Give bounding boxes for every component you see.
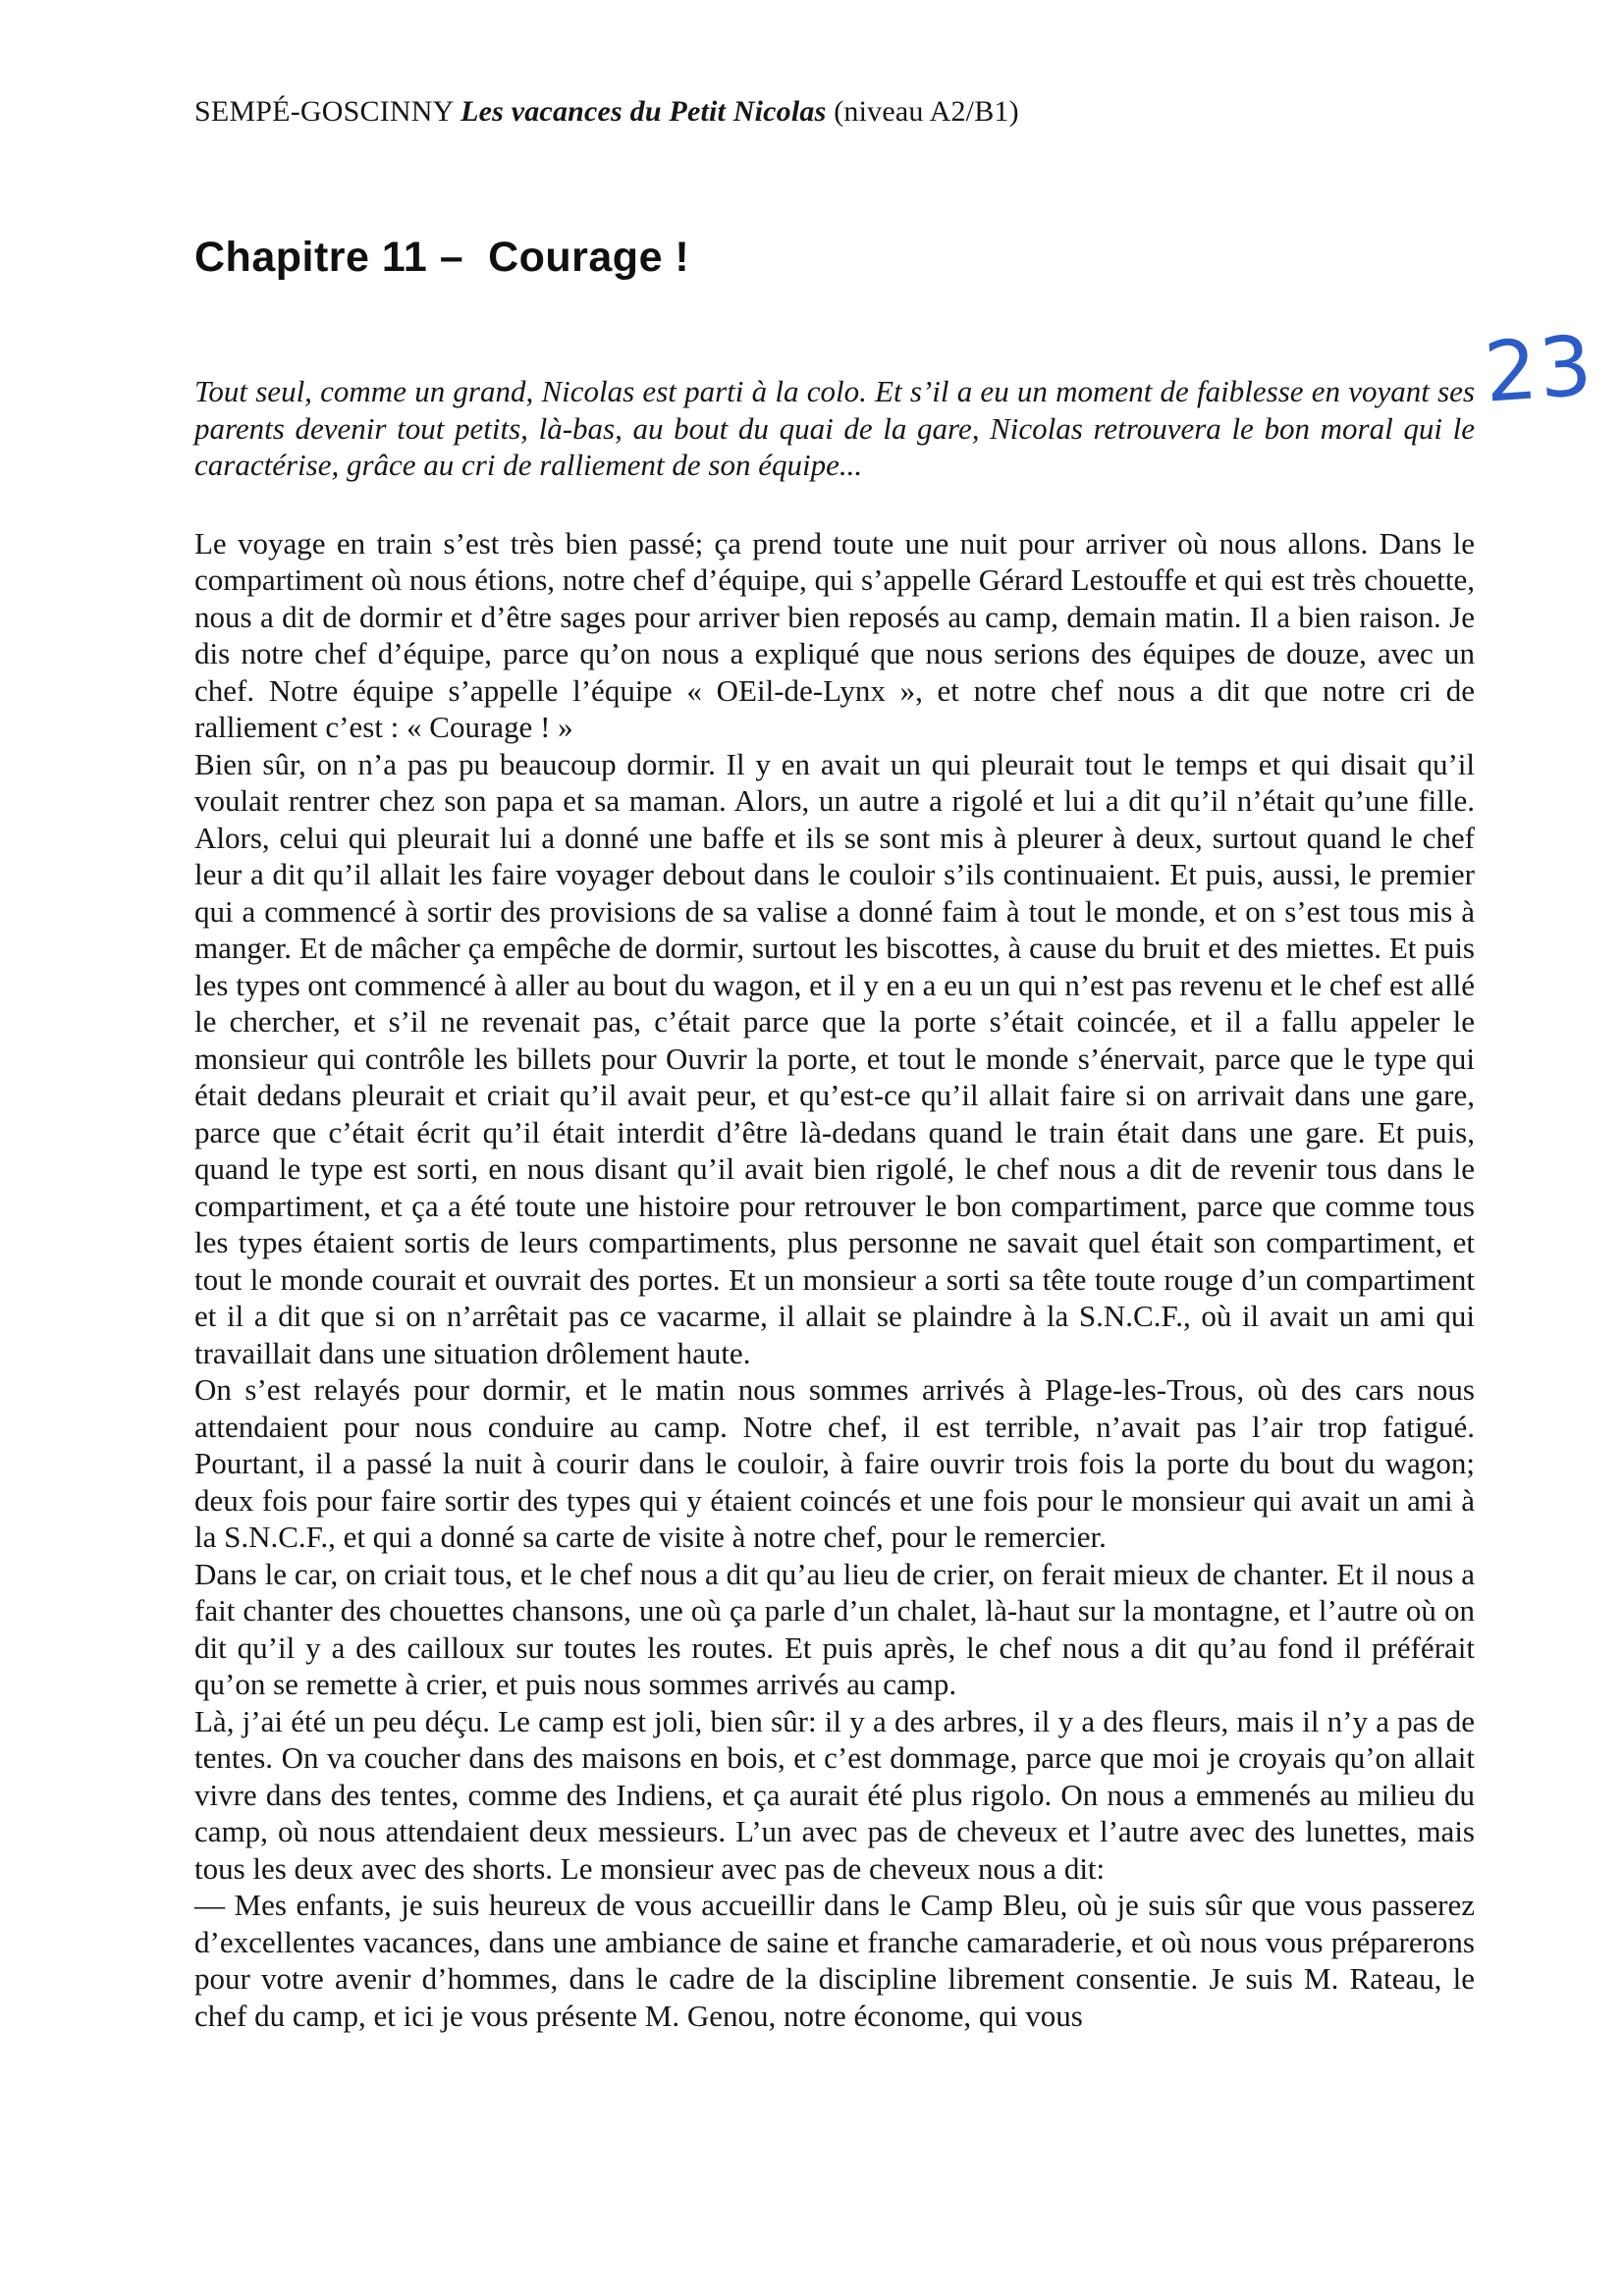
paragraph: Là, j’ai été un peu déçu. Le camp est joli, bien sûr: il y a des arbres, il y a des fleurs, mais il n’y a pas de tentes. On va coucher dans des maisons en bois, et c’est dommage, parce que moi je croyais qu’on allait vivre dans des tentes, comme des Indiens, et ça aurait été plus rigolo. On nous a emmenés au milieu du camp, où nous attendaient deux messieurs. L’un avec pas de cheveux et l’autre avec des lunettes, mais tous les deux avec des shorts. Le monsieur avec pas de cheveux nous a dit: xyxy=(194,1703,1475,1886)
chapter-title: Chapitre 11 – Courage ! xyxy=(194,234,690,281)
paragraph: — Mes enfants, je suis heureux de vous accueillir dans le Camp Bleu, où je suis sûr que vous passerez d’excellentes vacances, dans une ambiance de saine et franche camaraderie, et où nous vous préparerons pour votre avenir d’hommes, dans le cadre de la discipline librement consentie. Je suis M. Rateau, le chef du camp, et ici je vous présente M. Genou, notre économe, qui vous xyxy=(194,1888,1475,2033)
page-content xyxy=(194,94,1475,2034)
paragraph: Bien sûr, on n’a pas pu beaucoup dormir. Il y en avait un qui pleurait tout le temps et qui disait qu’il voulait rentrer chez son papa et sa maman. Alors, un autre a rigolé et lui a dit qu’il n’était qu’une fille. Alors, celui qui pleurait lui a donné une baffe et ils se sont mis à pleurer à deux, surtout quand le chef leur a dit qu’il allait les faire voyager debout dans le couloir s’ils continuaient. Et puis, aussi, le premier qui a commencé à sortir des provisions de sa valise a donné faim à tout le monde, et on s’est tous mis à manger. Et de mâcher ça empêche de dormir, surtout les biscottes, à cause du bruit et des miettes. Et puis les types ont commencé à aller au bout du wagon, et il y en a eu un qui n’est pas revenu et le chef est allé le chercher, et s’il ne revenait pas, c’était parce que la porte s’était coincée, et il a fallu appeler le monsieur qui contrôle les billets pour Ouvrir la porte, et tout le monde s’énervait, parce que le type qui était dedans pleurait et criait qu’il avait peur, et qu’est-ce qu’il allait faire si on arrivait dans une gare, parce que c’était écrit qu’il était interdit d’être là-dedans quand le train était dans une gare. Et puis, quand le type est sorti, en nous disant qu’il avait bien rigolé, le chef nous a dit de revenir tous dans le compartiment, et ça a été toute une histoire pour retrouver le bon compartiment, parce que comme tous les types étaient sortis de leurs compartiments, plus personne ne savait quel était son compartiment, et tout le monde courait et ouvrait des portes. Et un monsieur a sorti sa tête toute rouge d’un compartiment et il a dit que si on n’arrêtait pas ce vacarme, il allait se plaindre à la S.N.C.F., où il avait un ami qui travaillait dans une situation drôlement haute. xyxy=(194,746,1475,1370)
running-header xyxy=(194,94,1475,130)
header-book-title: Les vacances du Petit Nicolas xyxy=(460,95,827,128)
intro-paragraph: Tout seul, comme un grand, Nicolas est parti à la colo. Et s’il a eu un moment de faiblesse en voyant ses parents devenir tout petits, là-bas, au bout du quai de la gare, Nicolas retrouvera le bon moral qui le caractérise, grâce au cri de ralliement de son équipe... xyxy=(194,374,1475,482)
paragraph: On s’est relayés pour dormir, et le matin nous sommes arrivés à Plage-les-Trous, où des cars nous attendaient pour nous conduire au camp. Notre chef, il est terrible, n’avait pas l’air trop fatigué. Pourtant, il a passé la nuit à courir dans le couloir, à faire ouvrir trois fois la porte du bout du wagon; deux fois pour faire sortir des types qui y étaient coincés et une fois pour le monsieur qui avait un ami à la S.N.C.F., et qui a donné sa carte de visite à notre chef, pour le remercier. xyxy=(194,1372,1475,1554)
header-level: (niveau A2/B1) xyxy=(834,95,1019,128)
paragraph: Le voyage en train s’est très bien passé; ça prend toute une nuit pour arriver où nous allons. Dans le compartiment où nous étions, notre chef d’équipe, qui s’appelle Gérard Lestouffe et qui est très chouette, nous a dit de dormir et d’être sages pour arriver bien reposés au camp, demain matin. Il a bien raison. Je dis notre chef d’équipe, parce qu’on nous a expliqué que nous serions des équipes de douze, avec un chef. Notre équipe s’appelle l’équipe « OEil-de-Lynx », et notre chef nous a dit que notre cri de ralliement c’est : « Courage ! » xyxy=(194,525,1475,744)
handwritten-page-number: 23 xyxy=(1481,317,1597,421)
paragraph: Dans le car, on criait tous, et le chef nous a dit qu’au lieu de crier, on ferait mieux de chanter. Et il nous a fait chanter des chouettes chansons, une où ça parle d’un chalet, là-haut sur la montagne, et l’autre où on dit qu’il y a des cailloux sur toutes les routes. Et puis après, le chef nous a dit qu’au fond il préférait qu’on se remette à crier, et puis nous sommes arrivés au camp. xyxy=(194,1556,1475,1701)
header-authors: SEMPÉ-GOSCINNY xyxy=(194,95,454,128)
body-text xyxy=(194,525,1475,2035)
